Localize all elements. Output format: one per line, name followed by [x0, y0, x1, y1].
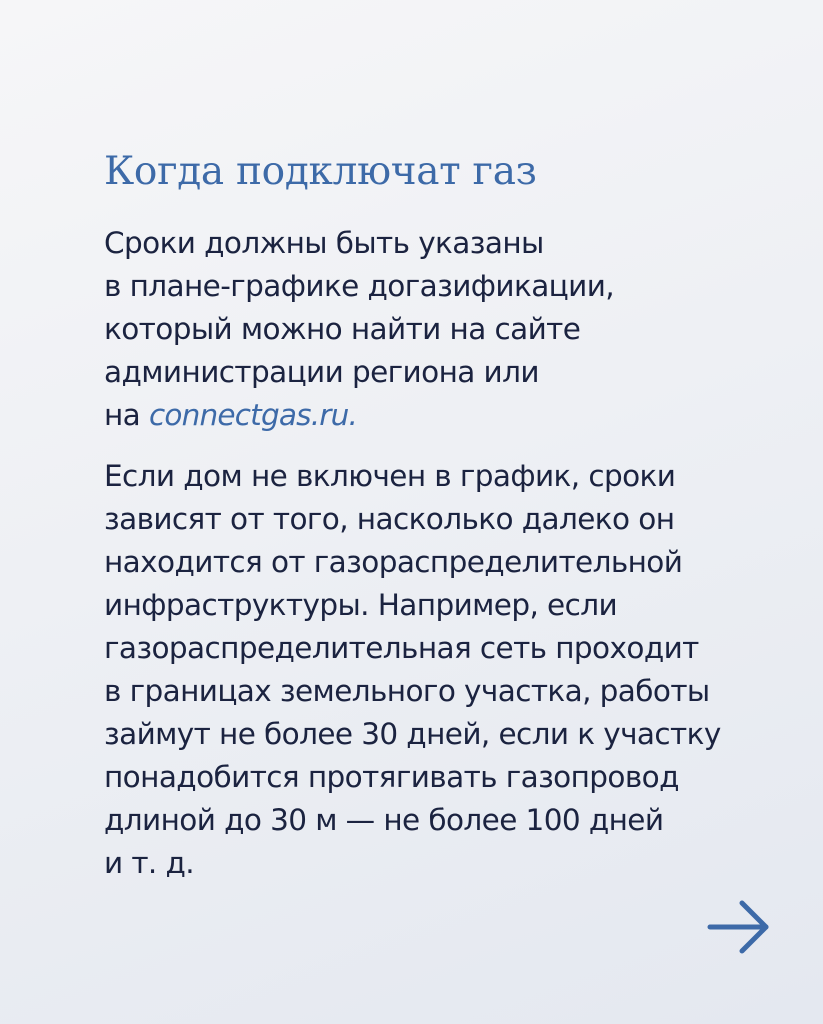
paragraph-line: и т. д.	[104, 846, 195, 880]
link-prefix: на	[104, 398, 149, 432]
paragraph-line: понадобится протягивать газопровод	[104, 760, 679, 794]
connectgas-link[interactable]: connectgas.ru.	[148, 398, 358, 432]
paragraph-line: который можно найти на сайте	[104, 312, 581, 346]
paragraph-line: Если дом не включен в график, сроки	[104, 459, 676, 493]
paragraph-line: администрации региона или	[104, 355, 539, 389]
arrow-right-icon	[706, 897, 772, 957]
paragraph-line: Сроки должны быть указаны	[104, 226, 544, 260]
paragraph-line: займут не более 30 дней, если к участку	[104, 717, 721, 751]
next-button[interactable]	[706, 897, 772, 957]
paragraph-line: газораспределительная сеть проходит	[104, 631, 699, 665]
paragraph-line: находится от газораспределительной	[104, 545, 683, 579]
paragraph-line: в плане-графике догазификации,	[104, 269, 615, 303]
paragraph-terms	[104, 455, 721, 885]
paragraph-schedule	[104, 222, 614, 437]
paragraph-line-last	[104, 394, 614, 437]
paragraph-line: в границах земельного участка, работы	[104, 674, 710, 708]
card-title: Когда подключат газ	[104, 149, 537, 194]
paragraph-line: инфраструктуры. Например, если	[104, 588, 618, 622]
paragraph-line: зависят от того, насколько далеко он	[104, 502, 675, 536]
paragraph-line: длиной до 30 м — не более 100 дней	[104, 803, 664, 837]
